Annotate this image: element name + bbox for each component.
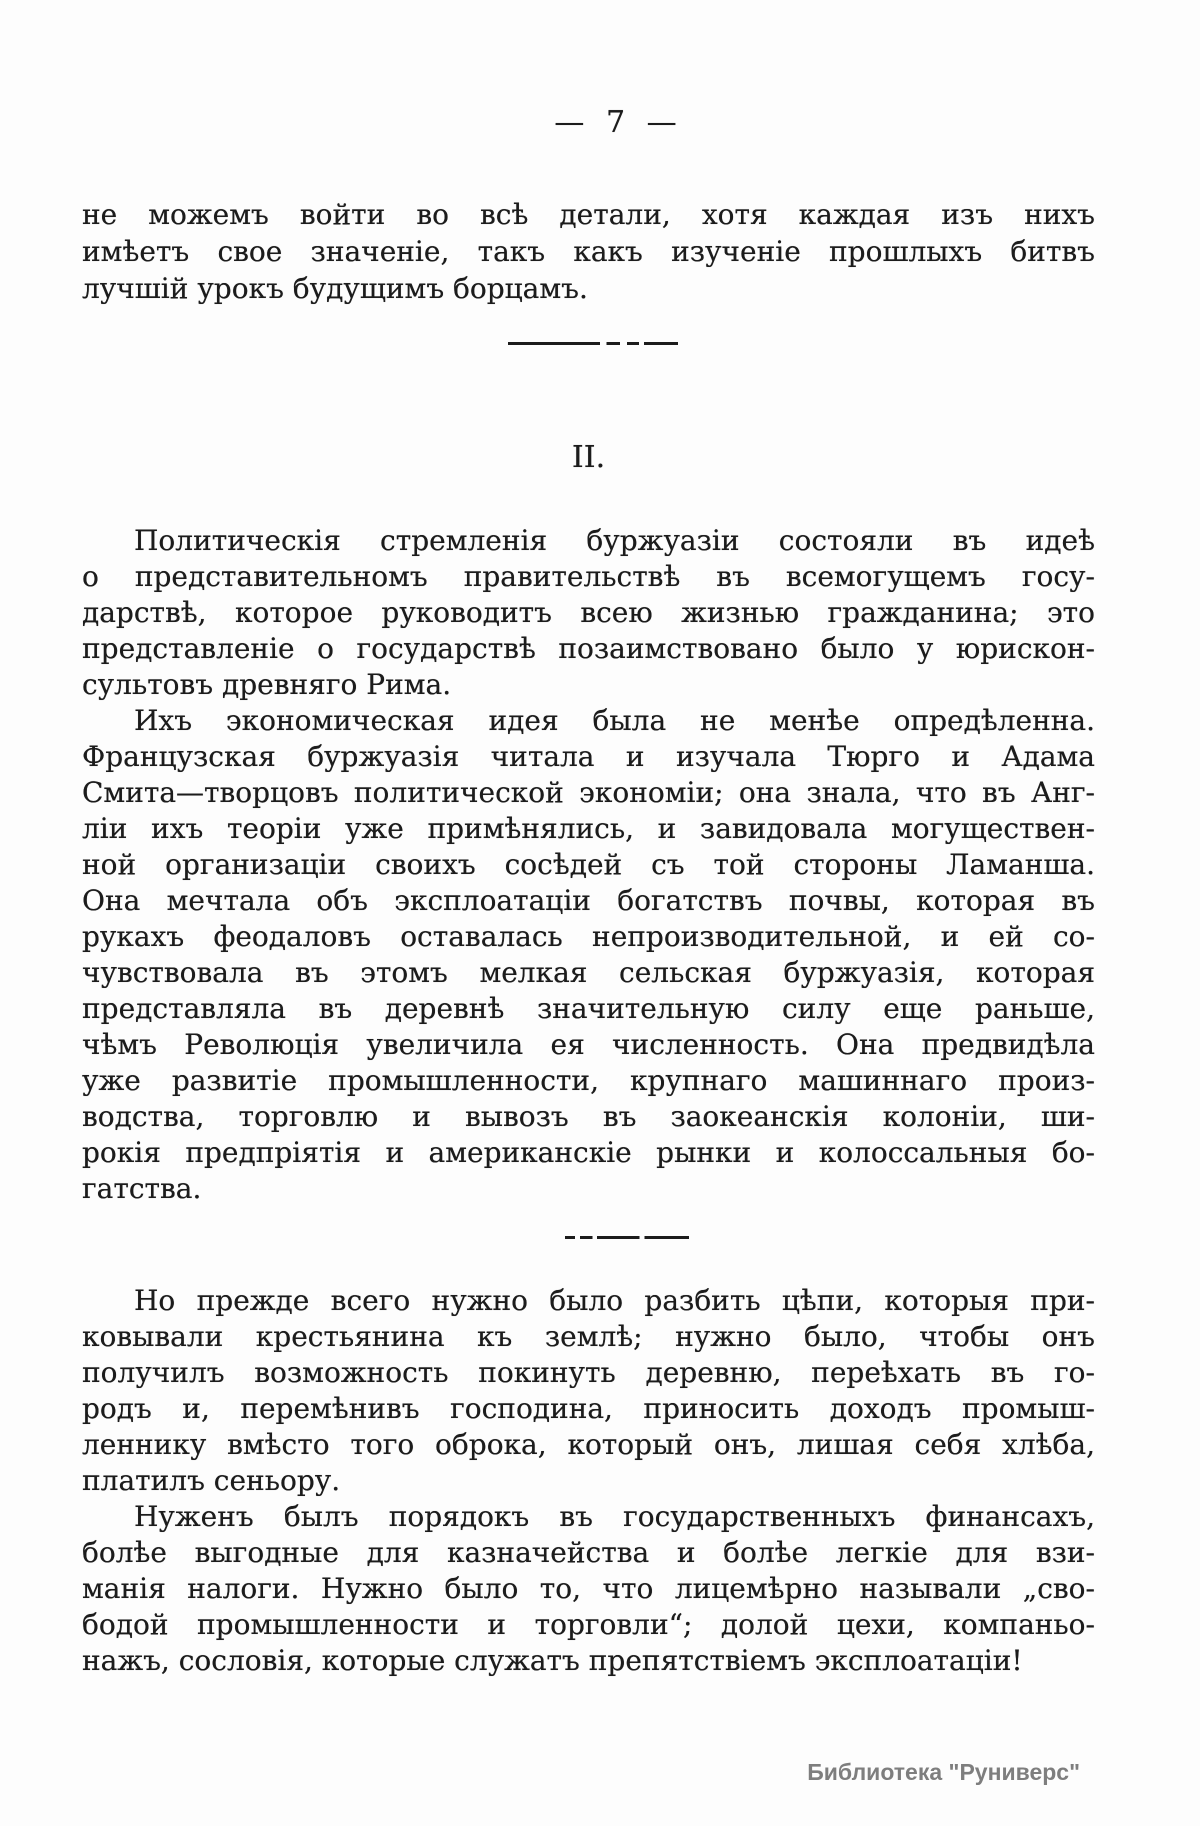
text-line: Смита—творцовъ политической экономіи; она знала, что въ Анг- (82, 776, 1095, 809)
text-line: водства, торговлю и вывозъ въ заокеанскія колоніи, ши- (82, 1100, 1095, 1133)
text-line: сультовъ древняго Рима. (82, 668, 452, 701)
section-divider (82, 1236, 1095, 1239)
divider-rule (508, 342, 678, 345)
text-line: родъ и, перемѣнивъ господина, приносить доходъ промыш- (82, 1392, 1095, 1425)
text-line: ной организаціи своихъ сосѣдей съ той стороны Ламанша. (82, 848, 1095, 881)
text-line: не можемъ войти во всѣ детали, хотя каждая изъ нихъ (82, 198, 1095, 231)
section-two-text (82, 523, 1095, 1207)
text-line: ковывали крестьянина къ землѣ; нужно было, чтобы онъ (82, 1320, 1095, 1353)
text-line: платилъ сеньору. (82, 1464, 341, 1497)
text-line: уже развитіе промышленности, крупнаго машиннаго произ- (82, 1064, 1095, 1097)
text-line: имѣетъ свое значеніе, такъ какъ изученіе прошлыхъ битвъ (82, 235, 1095, 268)
text-line: дарствѣ, которое руководитъ всею жизнью гражданина; это (82, 596, 1095, 629)
library-watermark: Библиотека "Руниверс" (807, 1759, 1080, 1785)
text-line: лучшій урокъ будущимъ борцамъ. (82, 272, 588, 305)
text-line: Она мечтала объ эксплоатаціи богатствъ почвы, которая въ (82, 884, 1095, 917)
text-line: бодой промышленности и торговли“; долой цехи, компаньо- (82, 1608, 1095, 1641)
text-line: получилъ возможность покинуть деревню, переѣхать въ го- (82, 1356, 1095, 1389)
section-three-text (82, 1283, 1095, 1679)
text-line: чувствовала въ этомъ мелкая сельская буржуазія, которая (82, 956, 1095, 989)
text-line: представляла въ деревнѣ значительную силу еще раньше, (82, 992, 1095, 1025)
text-line: нажъ, сословія, которые служатъ препятствіемъ эксплоатаціи! (82, 1644, 1023, 1677)
text-line: леннику вмѣсто того оброка, который онъ, лишая себя хлѣба, (82, 1428, 1095, 1461)
text-line: манія налоги. Нужно было то, что лицемѣрно называли „сво- (82, 1572, 1095, 1605)
paragraph-continuation (82, 196, 1095, 307)
text-line: чѣмъ Революція увеличила ея численность. Она предвидѣла (82, 1028, 1095, 1061)
section-heading: II. (571, 440, 606, 475)
text-line: Политическія стремленія буржуазіи состояли въ идеѣ (134, 524, 1095, 557)
text-line: ліи ихъ теоріи уже примѣнялись, и завидовала могуществен- (82, 812, 1095, 845)
text-line: Нуженъ былъ порядокъ въ государственныхъ финансахъ, (134, 1500, 1095, 1533)
text-line: о представительномъ правительствѣ въ всемогущемъ госу- (82, 560, 1095, 593)
text-line: гатства. (82, 1172, 202, 1205)
text-line: рокія предпріятія и американскіе рынки и колоссальныя бо- (82, 1136, 1095, 1169)
text-line: Ихъ экономическая идея была не менѣе опредѣленна. (134, 704, 1095, 737)
divider-rule (565, 1236, 689, 1239)
text-line: представленіе о государствѣ позаимствовано было у юрискон- (82, 632, 1095, 665)
section-divider (82, 342, 1095, 345)
text-line: Французская буржуазія читала и изучала Тюрго и Адама (82, 740, 1095, 773)
text-line: рукахъ феодаловъ оставалась непроизводительной, и ей со- (82, 920, 1095, 953)
text-line: Но прежде всего нужно было разбить цѣпи, которыя при- (134, 1284, 1095, 1317)
page-number: — 7 — (554, 105, 683, 140)
text-line: болѣе выгодные для казначейства и болѣе легкіе для взи- (82, 1536, 1095, 1569)
